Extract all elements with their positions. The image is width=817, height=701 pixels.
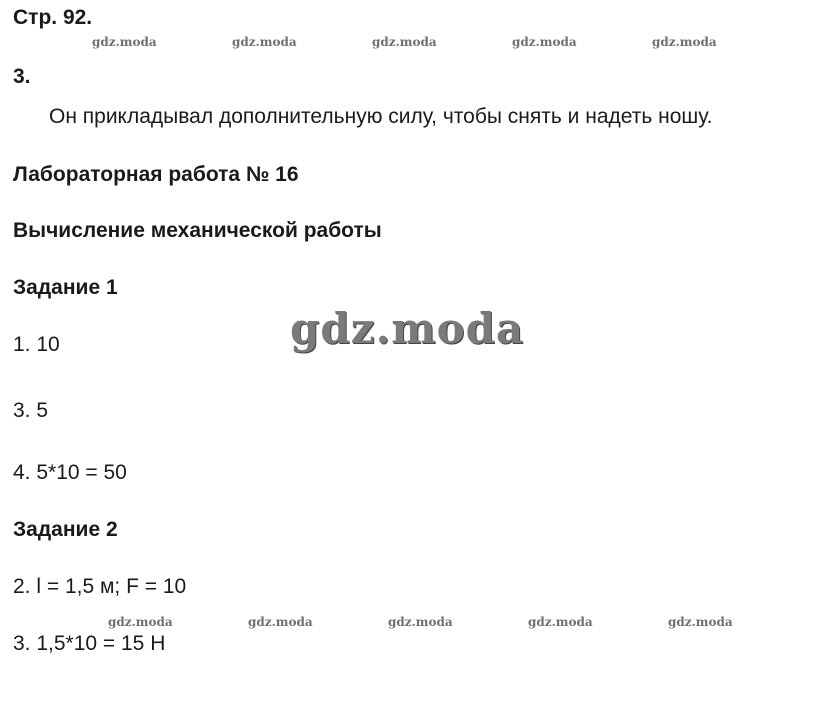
lab-work-subtitle: Вычисление механической работы (13, 219, 382, 242)
watermark-small: gdz.moda (512, 35, 577, 49)
task-answer-text: Он прикладывал дополнительную силу, чтобы снять и надеть ношу. (49, 105, 713, 128)
zadanie-2-answer: 2. l = 1,5 м; F = 10 (13, 575, 187, 598)
watermark-small: gdz.moda (652, 35, 717, 49)
zadanie-2-answer: 3. 1,5*10 = 15 Н (13, 632, 166, 655)
watermark-small: gdz.moda (248, 615, 313, 629)
watermark-small: gdz.moda (108, 615, 173, 629)
zadanie-2-heading: Задание 2 (13, 518, 118, 541)
watermark-small: gdz.moda (528, 615, 593, 629)
task-number: 3. (13, 65, 31, 88)
zadanie-1-answer: 3. 5 (13, 399, 49, 422)
page-reference: Стр. 92. (13, 6, 93, 29)
watermark-small: gdz.moda (232, 35, 297, 49)
zadanie-1-heading: Задание 1 (13, 276, 118, 299)
zadanie-1-answer: 4. 5*10 = 50 (13, 461, 127, 484)
watermark-large: gdz.moda (290, 304, 525, 353)
watermark-small: gdz.moda (372, 35, 437, 49)
watermark-small: gdz.moda (92, 35, 157, 49)
lab-work-title: Лабораторная работа № 16 (13, 163, 299, 186)
watermark-small: gdz.moda (388, 615, 453, 629)
watermark-small: gdz.moda (668, 615, 733, 629)
zadanie-1-answer: 1. 10 (13, 333, 60, 356)
